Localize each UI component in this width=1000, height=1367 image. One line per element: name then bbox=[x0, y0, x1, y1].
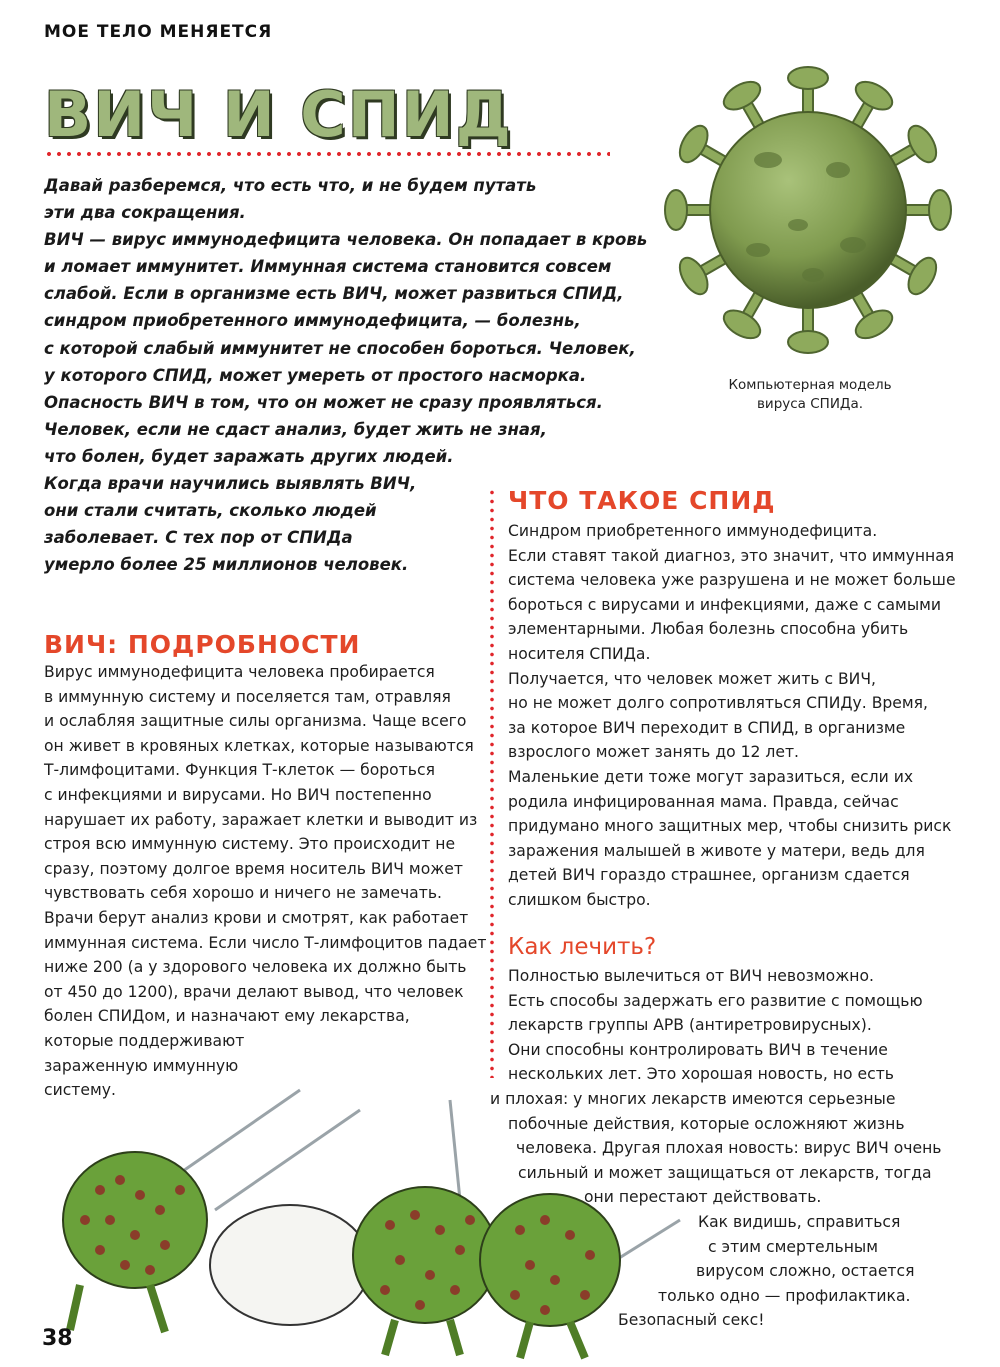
intro-line: Человек, если не сдаст анализ, будет жить не зная, bbox=[44, 419, 547, 439]
text-line: Врачи берут анализ крови и смотрят, как работает bbox=[44, 908, 469, 927]
intro-line: Когда врачи научились выявлять ВИЧ, bbox=[44, 474, 417, 494]
text-line: зараженную иммунную bbox=[44, 1056, 239, 1075]
text-line: нескольких лет. Это хорошая новость, но есть bbox=[508, 1065, 894, 1084]
intro-line: ВИЧ — вирус иммунодефицита человека. Он попадает в кровь bbox=[44, 230, 648, 250]
intro-line: синдром приобретенного иммунодефицита, — болезнь, bbox=[44, 311, 581, 331]
virus-character-right bbox=[480, 1194, 620, 1358]
section-label: МОЕ ТЕЛО МЕНЯЕТСЯ bbox=[44, 22, 273, 42]
text-line: сразу, поэтому долгое время носитель ВИЧ может bbox=[44, 859, 463, 878]
intro-line: умерло более 25 миллионов человек. bbox=[44, 555, 409, 575]
text-line: придумано много защитных мер, чтобы снизить риск bbox=[508, 817, 952, 836]
intro-paragraph bbox=[44, 172, 654, 578]
text-line: ниже 200 (а у здорового человека их должно быть bbox=[44, 958, 467, 977]
text-line: и ослабляя защитные силы организма. Чаще всего bbox=[44, 712, 467, 731]
what-is-aids-heading: ЧТО ТАКОЕ СПИД bbox=[508, 486, 776, 515]
text-line: детей ВИЧ гораздо страшнее, организм сдается bbox=[508, 866, 910, 885]
text-line: болен СПИДом, и назначают ему лекарства, bbox=[44, 1007, 410, 1026]
image-caption bbox=[700, 376, 920, 414]
intro-line: эти два сокращения. bbox=[44, 203, 246, 223]
text-line: нарушает их работу, заражает клетки и выводит из bbox=[44, 810, 478, 829]
caption-line: Компьютерная модель bbox=[728, 377, 892, 393]
column-divider bbox=[490, 488, 494, 1078]
text-line: он живет в кровяных клетках, которые называются bbox=[44, 736, 474, 755]
text-line: которые поддерживают bbox=[44, 1031, 245, 1050]
what-is-aids-text bbox=[508, 519, 968, 913]
page-number: 38 bbox=[42, 1326, 73, 1351]
text-line: чувствовать себя хорошо и ничего не замечать. bbox=[44, 884, 442, 903]
text-line: Получается, что человек может жить с ВИЧ, bbox=[508, 669, 876, 688]
page-title: ВИЧ И СПИД bbox=[44, 78, 513, 151]
text-line: и плохая: у многих лекарств имеются серьезные bbox=[490, 1089, 896, 1108]
intro-line: и ломает иммунитет. Иммунная система становится совсем bbox=[44, 257, 612, 277]
text-line: но не может долго сопротивляться СПИДу. Время, bbox=[508, 694, 928, 713]
text-line: носителя СПИДа. bbox=[508, 644, 651, 663]
text-line: вирусом сложно, остается bbox=[696, 1262, 915, 1281]
text-line: элементарными. Любая болезнь способна убить bbox=[508, 620, 909, 639]
intro-line: что болен, будет заражать других людей. bbox=[44, 446, 454, 466]
text-line: в иммунную систему и поселяется там, отравляя bbox=[44, 687, 451, 706]
text-line: Безопасный секс! bbox=[618, 1311, 765, 1330]
hiv-details-heading: ВИЧ: ПОДРОБНОСТИ bbox=[44, 630, 361, 659]
intro-line: Давай разберемся, что есть что, и не будем путать bbox=[44, 176, 537, 195]
text-line: за которое ВИЧ переходит в СПИД, в организме bbox=[508, 718, 906, 737]
intro-line: слабой. Если в организме есть ВИЧ, может развиться СПИД, bbox=[44, 284, 624, 304]
text-line: они перестают действовать. bbox=[584, 1188, 822, 1207]
text-line: только одно — профилактика. bbox=[658, 1286, 911, 1305]
text-line: Как видишь, справиться bbox=[698, 1212, 901, 1231]
text-line: система человека уже разрушена и не может больше bbox=[508, 571, 956, 590]
cartoon-illustration bbox=[40, 1070, 760, 1363]
treatment-heading: Как лечить? bbox=[508, 934, 657, 960]
text-line: бороться с вирусами и инфекциями, даже с самыми bbox=[508, 595, 942, 614]
virus-model-image bbox=[648, 50, 968, 370]
white-cell bbox=[210, 1205, 370, 1325]
caption-line: вируса СПИДа. bbox=[756, 396, 864, 412]
virus-character-left bbox=[63, 1152, 207, 1332]
intro-line: заболевает. С тех пор от СПИДа bbox=[44, 528, 353, 548]
text-line: Синдром приобретенного иммунодефицита. bbox=[508, 522, 878, 540]
text-line: систему. bbox=[44, 1081, 116, 1100]
text-line: иммунная система. Если число Т-лимфоцитов падает bbox=[44, 933, 487, 952]
text-line: с инфекциями и вирусами. Но ВИЧ постепенно bbox=[44, 785, 432, 804]
text-line: Они способны контролировать ВИЧ в течение bbox=[508, 1040, 888, 1059]
intro-line: они стали считать, сколько людей bbox=[44, 501, 377, 521]
text-line: заражения малышей в животе у матери, ведь для bbox=[508, 841, 925, 860]
text-line: с этим смертельным bbox=[708, 1237, 878, 1256]
text-line: Если ставят такой диагноз, это значит, что иммунная bbox=[508, 546, 955, 565]
text-line: Есть способы задержать его развитие с помощью bbox=[508, 991, 923, 1010]
text-line: родила инфицированная мама. Правда, сейчас bbox=[508, 792, 899, 811]
text-line: сильный и может защищаться от лекарств, тогда bbox=[518, 1163, 932, 1182]
text-line: строя всю иммунную систему. Это происходит не bbox=[44, 835, 456, 854]
hiv-details-text bbox=[44, 660, 487, 1103]
virus-character-middle bbox=[353, 1187, 497, 1355]
text-line: взрослого может занять до 12 лет. bbox=[508, 743, 800, 762]
title-divider bbox=[44, 152, 610, 156]
text-line: человека. Другая плохая новость: вирус ВИЧ очень bbox=[516, 1139, 942, 1158]
text-line: Полностью вылечиться от ВИЧ невозможно. bbox=[508, 967, 874, 985]
text-line: Вирус иммунодефицита человека пробирается bbox=[44, 663, 435, 681]
text-line: Т-лимфоцитами. Функция Т-клеток — бороться bbox=[44, 761, 435, 780]
text-line: слишком быстро. bbox=[508, 890, 651, 909]
text-line: от 450 до 1200), врачи делают вывод, что человек bbox=[44, 982, 464, 1001]
intro-line: Опасность ВИЧ в том, что он может не сразу проявляться. bbox=[44, 392, 603, 412]
text-line: лекарств группы АРВ (антиретровирусных). bbox=[508, 1016, 872, 1035]
intro-line: у которого СПИД, может умереть от простого насморка. bbox=[44, 365, 587, 385]
text-line: побочные действия, которые осложняют жизнь bbox=[508, 1114, 905, 1133]
intro-line: с которой слабый иммунитет не способен бороться. Человек, bbox=[44, 338, 636, 358]
text-line: Маленькие дети тоже могут заразиться, если их bbox=[508, 767, 914, 786]
